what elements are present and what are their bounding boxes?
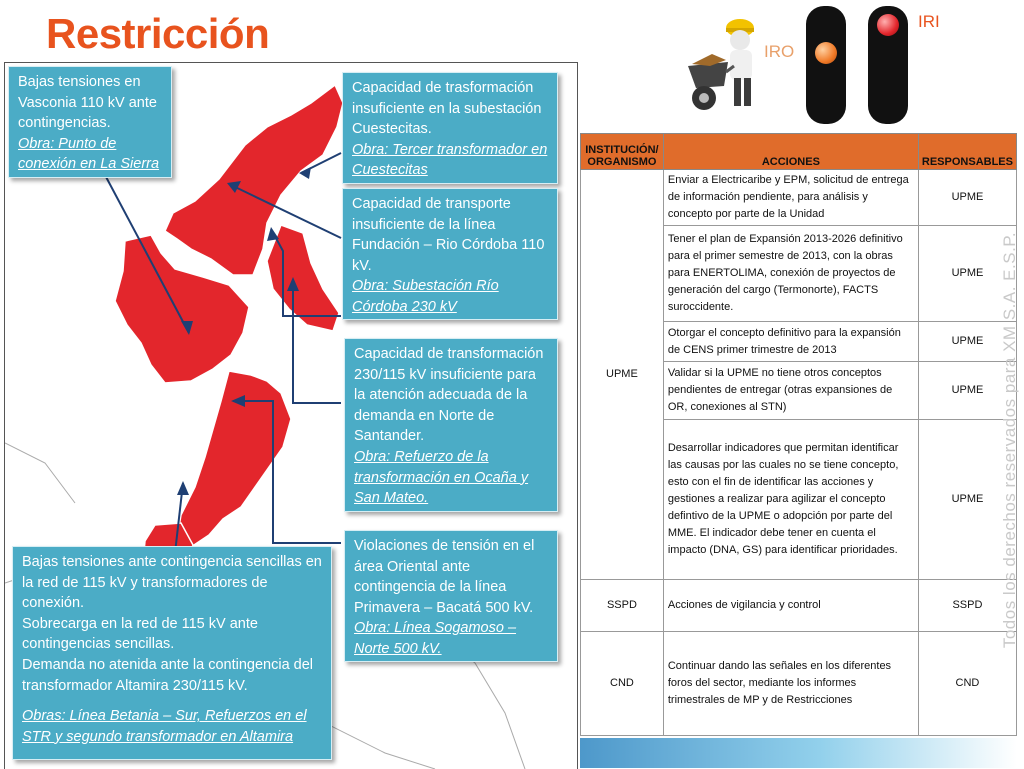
callout-betania [12, 546, 332, 760]
callout-cuestecitas [342, 72, 558, 184]
callout-cuestecitas-text: Capacidad de trasformación insuficiente en la subestación Cuestecitas. [352, 80, 542, 138]
accion-cell: Enviar a Electricaribe y EPM, solicitud de entrega de información pendiente, para análisis y concepto por parte de la Unidad [663, 170, 918, 226]
accion-cell: Validar si la UPME no tiene otros conceptos pendientes de entregar (otras expansiones de OR, conexiones al STN) [663, 362, 918, 420]
callout-santander-obra: Obra: Refuerzo de la transformación en Ocaña y San Mateo. [354, 448, 529, 507]
callout-vasconia-obra: Obra: Punto de conexión en La Sierra [18, 135, 160, 173]
callout-santander [344, 338, 558, 512]
accion-cell: Desarrollar indicadores que permitan identificar las causas por las cuales no se tiene concepto, esto con el fin de identificar las acciones y gestiones a realizar para agilizar el concepto defintivo de la UPME o adopción por parte del MME. El indicador debe tener en cuenta el impacto (DNA, GS) para identificar prioridades. [663, 420, 918, 580]
callout-oriental-text: Violaciones de tensión en el área Oriental ante contingencia de la línea Primavera – Bacatá 500 kV. [354, 538, 535, 616]
accion-cell: Acciones de vigilancia y control [663, 580, 918, 632]
resp-cell: UPME [918, 420, 1016, 580]
copyright-watermark: Todos los derechos reservados para XM S.A. E.S.P. [1000, 231, 1019, 649]
callout-vasconia-text: Bajas tensiones en Vasconia 110 kV ante contingencias. [18, 74, 157, 132]
org-cnd: CND [581, 632, 664, 736]
page-title: Restricción [46, 10, 270, 57]
iri-label: IRI [918, 12, 940, 31]
callout-fundacion-obra: Obra: Subestación Río Córdoba 230 kV [352, 278, 499, 315]
org-sspd: SSPD [581, 580, 664, 632]
callout-cuestecitas-obra: Obra: Tercer transformador en Cuestecitas [352, 141, 548, 179]
iro-dot-icon [815, 42, 837, 64]
table-row [581, 170, 1017, 226]
accion-cell: Otorgar el concepto definitivo para la expansión de CENS primer trimestre de 2013 [663, 322, 918, 362]
callout-oriental-obra: Obra: Línea Sogamoso – Norte 500 kV. [354, 620, 517, 657]
decorative-bottom-bar [580, 738, 1017, 768]
table-row [581, 580, 1017, 632]
callout-vasconia [8, 66, 172, 178]
resp-cell: UPME [918, 170, 1016, 226]
org-upme: UPME [581, 170, 664, 580]
header-institucion: INSTITUCIÓN/ ORGANISMO [581, 134, 664, 170]
callout-betania-line3: Demanda no atenida ante la contingencia del transformador Altamira 230/115 kV. [22, 656, 314, 694]
resp-cell: CND [918, 632, 1016, 736]
callout-fundacion-text: Capacidad de transporte insuficiente de la línea Fundación – Rio Córdoba 110 kV. [352, 196, 545, 274]
caribe-region [165, 85, 343, 275]
header-acciones: ACCIONES [663, 134, 918, 170]
resp-cell: SSPD [918, 580, 1016, 632]
callout-oriental [344, 530, 558, 662]
resp-cell: UPME [918, 226, 1016, 322]
callout-fundacion [342, 188, 558, 320]
table-header-row [581, 134, 1017, 170]
iri-indicator-light [868, 6, 908, 124]
callout-betania-line1: Bajas tensiones ante contingencia sencillas en la red de 115 kV y transformadores de conexión. [22, 554, 322, 612]
iri-dot-icon [877, 14, 899, 36]
worker-wheelbarrow-illustration [682, 14, 764, 118]
callout-betania-obra: Obras: Línea Betania – Sur, Refuerzos en el STR y segundo transformador en Altamira [22, 708, 307, 745]
actions-table-wrapper [580, 133, 1017, 736]
callout-betania-line2: Sobrecarga en la red de 115 kV ante contingencias sencillas. [22, 615, 258, 653]
actions-table [580, 133, 1017, 736]
accion-cell: Continuar dando las señales en los diferentes foros del sector, mediante los informes trimestrales de MP y de Restricciones [663, 632, 918, 736]
callout-santander-text: Capacidad de transformación 230/115 kV insuficiente para la atención adecuada de la demanda en Norte de Santander. [354, 346, 544, 445]
iro-indicator-light [806, 6, 846, 124]
resp-cell: UPME [918, 322, 1016, 362]
iro-label: IRO [764, 42, 795, 61]
table-row [581, 632, 1017, 736]
accion-cell: Tener el plan de Expansión 2013-2026 definitivo para el primer semestre de 2013, con la obras para ENERTOLIMA, conexión de proyectos de generación del cargo (Termonorte), FACTS suroccidente. [663, 226, 918, 322]
header-responsables: RESPONSABLES [918, 134, 1016, 170]
resp-cell: UPME [918, 362, 1016, 420]
